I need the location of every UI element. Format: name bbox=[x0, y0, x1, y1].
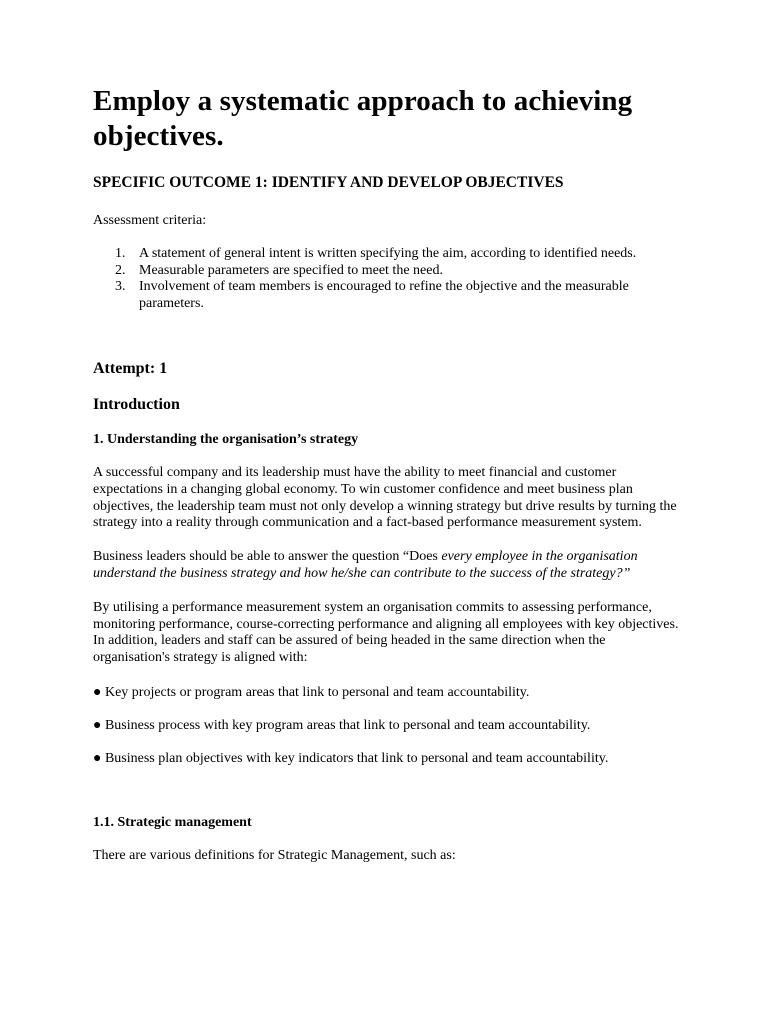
criteria-text: Measurable parameters are specified to meet the need. bbox=[139, 262, 443, 278]
bullet-item: ● Business process with key program areas that link to personal and team accountability. bbox=[93, 717, 591, 733]
document-title: Employ a systematic approach to achieving objectives. bbox=[93, 85, 633, 152]
document-page bbox=[93, 84, 683, 865]
bullet-item: ● Key projects or program areas that link to personal and team accountability. bbox=[93, 684, 530, 700]
question-italic: every employee in the organisation understand the business strategy and how he/she can contribute to the success of the strategy?” bbox=[93, 549, 638, 581]
criteria-label: Assessment criteria: bbox=[93, 213, 207, 228]
criteria-text: A statement of general intent is written specifying the aim, according to identified needs. bbox=[139, 246, 637, 261]
section-heading: 1. Understanding the organisation’s strategy bbox=[93, 432, 359, 447]
introduction-heading: Introduction bbox=[93, 396, 180, 413]
paragraph-question bbox=[93, 549, 683, 583]
criteria-number: 2. bbox=[115, 262, 126, 278]
outcome-heading: SPECIFIC OUTCOME 1: IDENTIFY AND DEVELOP OBJECTIVES bbox=[93, 174, 564, 191]
question-lead: Business leaders should be able to answer the question “Does bbox=[93, 549, 442, 565]
paragraph-strategy: A successful company and its leadership must have the ability to meet financial and customer expectations in a changing global economy. To win customer confidence and meet business plan objectives, the leadership team must not only develop a winning strategy but drive results by turning the strategy into a reality through communication and a fact-based performance measurement system. bbox=[93, 465, 677, 531]
subsection-heading: 1.1. Strategic management bbox=[93, 814, 252, 830]
criteria-text: Involvement of team members is encouraged to refine the objective and the measurable parameters. bbox=[139, 279, 629, 311]
bullet-item: ● Business plan objectives with key indicators that link to personal and team accountability. bbox=[93, 750, 609, 766]
attempt-heading: Attempt: 1 bbox=[93, 360, 168, 377]
criteria-number: 3. bbox=[115, 279, 126, 294]
criteria-item bbox=[93, 246, 683, 263]
criteria-item bbox=[93, 279, 683, 312]
paragraph-performance: By utilising a performance measurement system an organisation commits to assessing performance, monitoring performance, course-correcting performance and aligning all employees with key objectives. In addition, leaders and staff can be assured of being headed in the same direction when the organisation's strategy is aligned with: bbox=[93, 599, 679, 666]
criteria-item bbox=[93, 263, 683, 280]
criteria-number: 1. bbox=[115, 246, 126, 261]
paragraph-definitions: There are various definitions for Strategic Management, such as: bbox=[93, 847, 456, 863]
criteria-list bbox=[93, 246, 683, 312]
